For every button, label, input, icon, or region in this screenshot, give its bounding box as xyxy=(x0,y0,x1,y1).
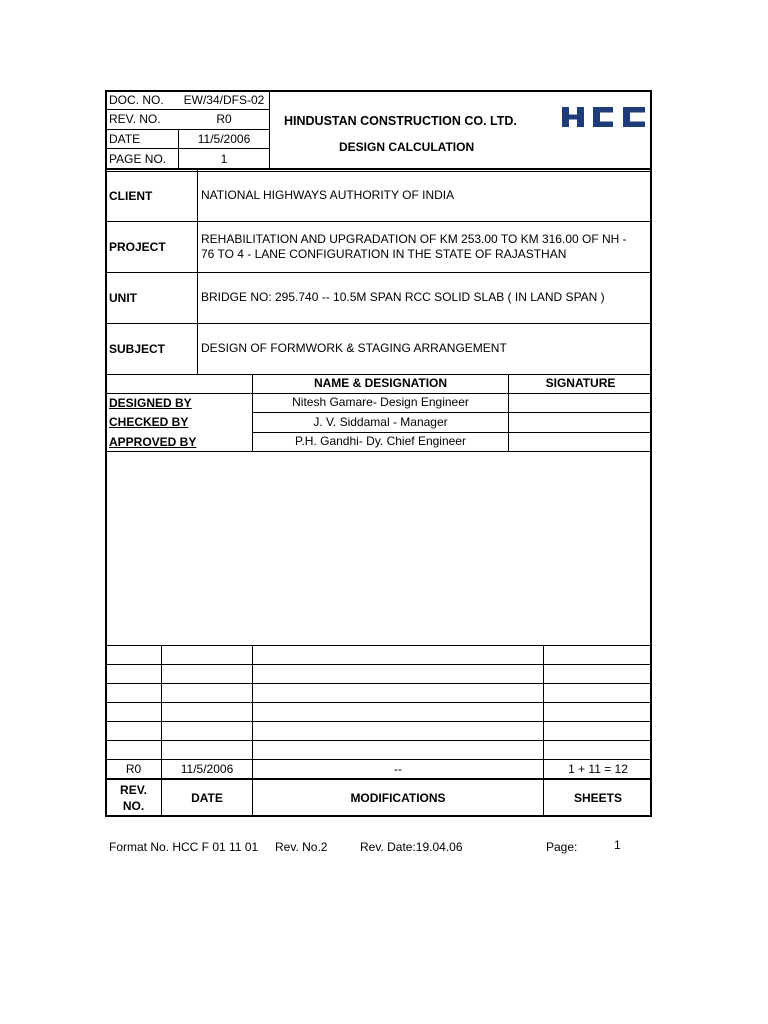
footer-page-value: 1 xyxy=(614,838,621,852)
grid-line xyxy=(105,721,652,722)
checked-by-label: CHECKED BY xyxy=(109,415,189,429)
signature-header: SIGNATURE xyxy=(545,376,616,390)
rev-no-value: R0 xyxy=(216,112,232,126)
footer-page-label: Page: xyxy=(546,840,578,854)
rev-no-header-line1: REV. xyxy=(120,783,147,797)
company-name: HINDUSTAN CONSTRUCTION CO. LTD. xyxy=(284,114,517,128)
grid-line xyxy=(105,451,652,452)
revision-rev: R0 xyxy=(125,762,142,776)
rev-no-header-line2: NO. xyxy=(122,799,145,813)
subject-label: SUBJECT xyxy=(109,342,166,356)
revision-modification: -- xyxy=(394,762,402,776)
grid-line xyxy=(105,221,652,222)
revision-date: 11/5/2006 xyxy=(180,762,234,776)
page-no-label: PAGE NO. xyxy=(109,152,167,166)
grid-line xyxy=(105,393,652,394)
unit-label: UNIT xyxy=(109,291,137,305)
rev-no-label: REV. NO. xyxy=(109,112,161,126)
project-value-line2: 76 TO 4 - LANE CONFIGURATION IN THE STATE OF RAJASTHAN xyxy=(201,247,567,261)
format-number: Format No. HCC F 01 11 01 xyxy=(109,840,259,854)
approved-by-label: APPROVED BY xyxy=(109,435,197,449)
grid-line xyxy=(105,759,652,760)
date-header: DATE xyxy=(191,791,223,805)
grid-line xyxy=(105,664,652,665)
grid-line xyxy=(252,412,652,413)
date-value: 11/5/2006 xyxy=(197,132,251,146)
name-designation-header: NAME & DESIGNATION xyxy=(313,376,448,390)
sheets-header: SHEETS xyxy=(573,791,622,805)
page-no-value: 1 xyxy=(220,152,228,166)
grid-line xyxy=(105,168,652,170)
document-type: DESIGN CALCULATION xyxy=(339,140,475,154)
hcc-logo xyxy=(562,105,648,129)
unit-value: BRIDGE NO: 295.740 -- 10.5M SPAN RCC SOLID SLAB ( IN LAND SPAN ) xyxy=(201,290,605,304)
modifications-header: MODIFICATIONS xyxy=(350,791,446,805)
grid-line xyxy=(105,683,652,684)
client-value: NATIONAL HIGHWAYS AUTHORITY OF INDIA xyxy=(201,188,455,202)
grid-line xyxy=(105,323,652,324)
grid-line xyxy=(105,645,652,646)
grid-line xyxy=(105,272,652,273)
doc-no-label: DOC. NO. xyxy=(109,93,164,107)
grid-line xyxy=(105,171,652,172)
grid-line xyxy=(105,109,270,110)
client-label: CLIENT xyxy=(109,189,153,203)
grid-line xyxy=(105,740,652,741)
grid-line xyxy=(252,432,652,433)
designed-by-name: Nitesh Gamare- Design Engineer xyxy=(292,395,469,409)
footer-rev-no: Rev. No.2 xyxy=(275,840,328,854)
grid-line xyxy=(178,129,179,169)
date-label: DATE xyxy=(109,132,141,146)
grid-line xyxy=(105,374,652,375)
designed-by-label: DESIGNED BY xyxy=(109,396,192,410)
subject-value: DESIGN OF FORMWORK & STAGING ARRANGEMENT xyxy=(201,341,507,355)
grid-line xyxy=(105,148,270,149)
checked-by-name: J. V. Siddamal - Manager xyxy=(313,415,448,429)
doc-no-value: EW/34/DFS-02 xyxy=(183,93,265,107)
approved-by-name: P.H. Gandhi- Dy. Chief Engineer xyxy=(295,434,466,448)
grid-line xyxy=(105,702,652,703)
project-label: PROJECT xyxy=(109,240,166,254)
footer-rev-date: Rev. Date:19.04.06 xyxy=(360,840,463,854)
grid-line xyxy=(105,129,270,130)
grid-line xyxy=(105,778,652,780)
revision-sheets: 1 + 11 = 12 xyxy=(568,762,628,776)
project-value-line1: REHABILITATION AND UPGRADATION OF KM 253.00 TO KM 316.00 OF NH - xyxy=(201,232,627,246)
